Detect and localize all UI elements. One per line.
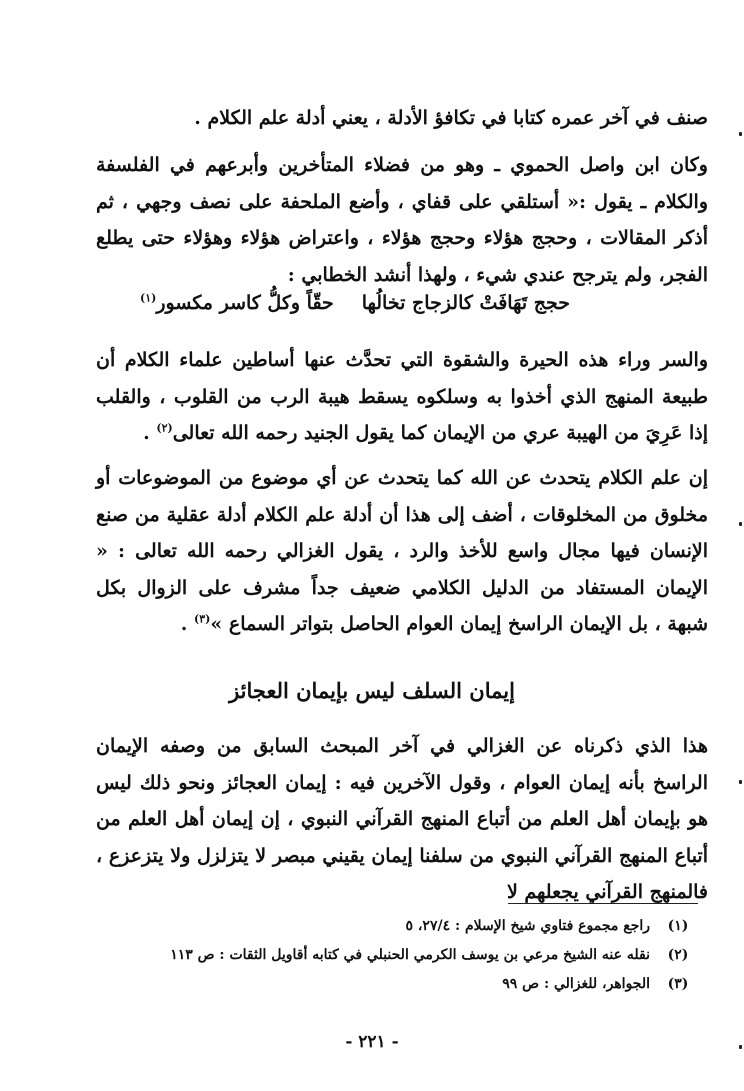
footnote-separator xyxy=(508,903,698,904)
section-heading: إيمان السلف ليس بإيمان العجائز xyxy=(229,678,515,703)
footnote-ref-3: (٣) xyxy=(194,612,211,626)
page-number: - ٢٢١ - xyxy=(345,1032,399,1052)
footnote-3 xyxy=(90,976,692,992)
paragraph-5-text: هذا الذي ذكرناه عن الغزالي في آخر المبحث السابق من وصفه الإيمان الراسخ بأنه إيمان العوام ، وقول الآخرين فيه : إيمان العجائز ونحو ذلك ليس هو بإيمان أهل العلم من أتباع المنهج القرآني النبوي ، إن إيمان أهل العلم من أتباع المنهج القرآني النبوي من سلفنا إيمان يقيني مبصر لا يتزلزل ولا يتزعزع ، فالمنهج القرآني يجعلهم لا xyxy=(96,735,708,903)
paragraph-4 xyxy=(96,460,708,643)
paragraph-4-text: إن علم الكلام يتحدث عن الله كما يتحدث عن أي موضوع من الموضوعات أو مخلوق من المخلوقات ، أضف إلى هذا أن أدلة علم الكلام أدلة عقلية من صنع الإنسان فيها مجال واسع للأخذ والرد ، يقول الغزالي رحمه الله تعالى : « الإيمان المستفاد من الدليل الكلامي ضعيف جداً مشرف على الزوال بكل شبهة ، بل الإيمان الراسخ إيمان العوام الحاصل بتواتر السماع » xyxy=(96,467,708,635)
paragraph-3 xyxy=(96,342,708,452)
scan-edge-mark xyxy=(739,132,742,136)
footnote-2 xyxy=(90,947,692,963)
footnote-text: راجع مجموع فتاوي شيخ الإسلام : ٢٧/٤، ٥ xyxy=(405,918,650,934)
footnote-text: الجواهر، للغزالي : ص ٩٩ xyxy=(502,976,650,992)
scan-edge-mark xyxy=(739,1045,742,1049)
footnote-number: (٣) xyxy=(667,976,689,992)
scan-edge-mark xyxy=(739,780,742,784)
footnote-text: نقله عنه الشيخ مرعي بن يوسف الكرمي الحنبلي في كتابه أقاويل الثقات : ص ١١٣ xyxy=(170,947,650,963)
poetry-verse xyxy=(140,292,570,314)
footnote-ref-1: (١) xyxy=(140,291,157,305)
footnote-1 xyxy=(90,918,692,934)
paragraph-1 xyxy=(96,100,708,137)
paragraph-3-text: والسر وراء هذه الحيرة والشقوة التي تحدَّث عنها أساطين علماء الكلام أن طبيعة المنهج الذي أخذوا به وسلكوه يسقط هيبة الرب من القلوب ، والقلب إذا عَرِيَ من الهيبة عري من الإيمان كما يقول الجنيد رحمه الله تعالى xyxy=(96,349,708,444)
scan-edge-mark xyxy=(739,522,742,526)
paragraph-3-tail: . xyxy=(143,422,157,444)
paragraph-2 xyxy=(96,147,708,293)
verse-first-hemistich: حجج تَهَافَتْ كالزجاج تخالُها xyxy=(361,292,570,314)
paragraph-2-text: وكان ابن واصل الحموي ـ وهو من فضلاء المتأخرين وأبرعهم في الفلسفة والكلام ـ يقول :« أستلقي على قفاي ، وأضع الملحفة على نصف وجهي ، ثم أذكر المقالات ، وحجج هؤلاء وحجج هؤلاء ، واعتراض هؤلاء وهؤلاء حتى يطلع الفجر، ولم يترجح عندي شيء ، ولهذا أنشد الخطابي : xyxy=(96,154,708,286)
footnote-number: (١) xyxy=(667,918,689,934)
verse-second-hemistich: حقّاً وكلُّ كاسر مكسور$^{(١)}$ xyxy=(140,291,334,314)
paragraph-5 xyxy=(96,728,708,911)
paragraph-4-tail: . xyxy=(180,613,195,635)
paragraph-1-text: صنف في آخر عمره كتابا في تكافؤ الأدلة ، يعني أدلة علم الكلام . xyxy=(194,107,708,129)
footnote-number: (٢) xyxy=(667,947,689,963)
footnote-ref-2: (٢) xyxy=(156,421,173,435)
